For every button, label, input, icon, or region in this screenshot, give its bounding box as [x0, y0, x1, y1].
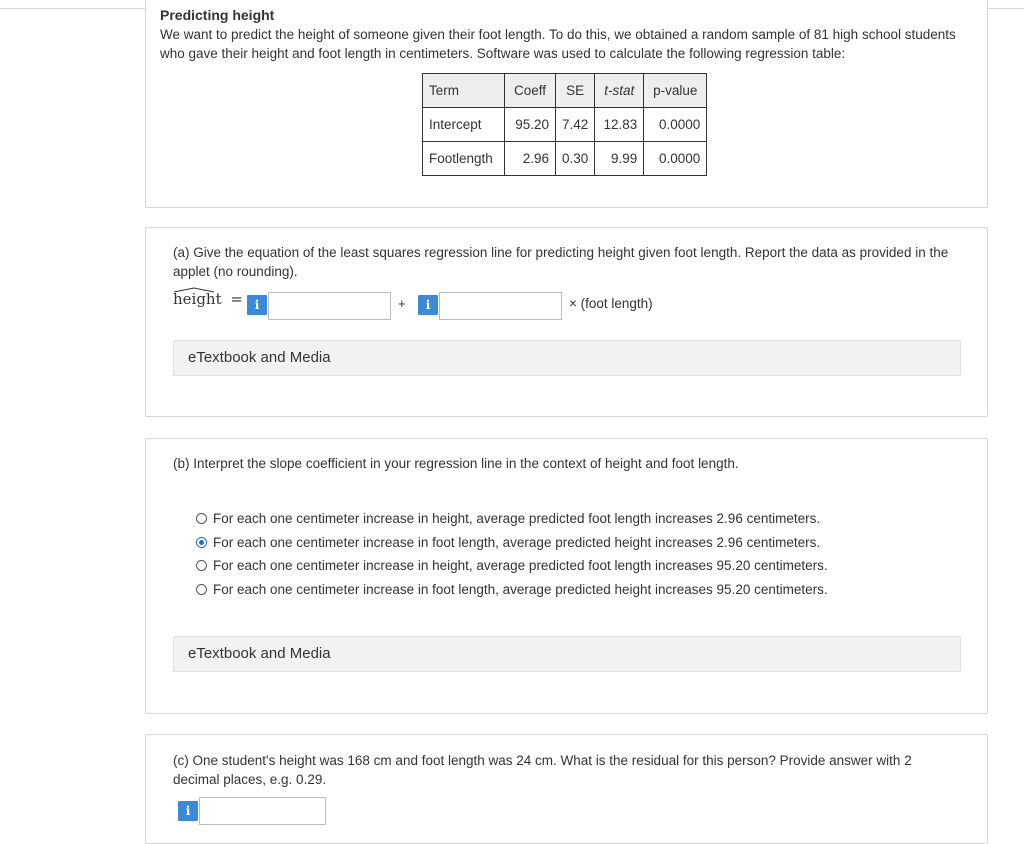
row-se: 7.42: [556, 108, 595, 142]
intro-line-1: We want to predict the height of someone given their foot length. To do this, we obtained a random sample of 81 high school students: [160, 27, 956, 42]
row-pvalue: 0.0000: [644, 108, 707, 142]
intercept-input[interactable]: [268, 292, 391, 320]
etextbook-media-button-b[interactable]: eTextbook and Media: [173, 636, 961, 672]
residual-info-icon[interactable]: i: [178, 801, 198, 821]
header-se: SE: [556, 74, 595, 108]
hat-symbol: [173, 287, 215, 293]
part-a-question-line-2: applet (no rounding).: [173, 264, 298, 279]
lhs-variable: height: [173, 290, 222, 308]
table-row: [423, 108, 707, 142]
slope-info-icon[interactable]: i: [418, 295, 438, 315]
intercept-info-icon[interactable]: i: [247, 295, 267, 315]
option-label-2[interactable]: For each one centimeter increase in foot length, average predicted height increases 2.96 centimeters.: [213, 535, 821, 550]
option-label-4[interactable]: For each one centimeter increase in foot length, average predicted height increases 95.20 centimeters.: [213, 582, 828, 597]
header-tstat: t-stat: [595, 74, 644, 108]
header-coeff: Coeff: [505, 74, 556, 108]
header-pvalue: p-value: [644, 74, 707, 108]
plus-sign: +: [398, 296, 406, 311]
part-c-question-line-2: decimal places, e.g. 0.29.: [173, 772, 327, 787]
row-term: Intercept: [423, 108, 505, 142]
option-radio-3[interactable]: [196, 560, 207, 571]
intro-line-2: who gave their height and foot length in centimeters. Software was used to calculate the following regression table:: [160, 46, 846, 61]
option-radio-2-selected[interactable]: [196, 537, 207, 548]
row-tstat: 12.83: [595, 108, 644, 142]
equals-sign: =: [230, 290, 243, 308]
etextbook-media-button-a[interactable]: eTextbook and Media: [173, 340, 961, 376]
option-radio-4[interactable]: [196, 584, 207, 595]
row-coeff: 95.20: [505, 108, 556, 142]
residual-input[interactable]: [199, 797, 326, 825]
row-tstat: 9.99: [595, 142, 644, 176]
part-c-question-line-1: (c) One student's height was 168 cm and foot length was 24 cm. What is the residual for this person? Provide answer with 2: [173, 753, 912, 768]
part-a-question-line-1: (a) Give the equation of the least squares regression line for predicting height given foot length. Report the data as provided in the: [173, 245, 949, 260]
part-b-panel: [145, 438, 988, 714]
option-label-1[interactable]: For each one centimeter increase in height, average predicted foot length increases 2.96 centimeters.: [213, 511, 821, 526]
row-se: 0.30: [556, 142, 595, 176]
row-pvalue: 0.0000: [644, 142, 707, 176]
table-header-row: [423, 74, 707, 108]
option-radio-1[interactable]: [196, 513, 207, 524]
row-term: Footlength: [423, 142, 505, 176]
problem-title: Predicting height: [160, 7, 275, 23]
part-b-question: (b) Interpret the slope coefficient in your regression line in the context of height and foot length.: [173, 456, 739, 471]
header-term: Term: [423, 74, 505, 108]
foot-length-term: × (foot length): [569, 296, 653, 311]
row-coeff: 2.96: [505, 142, 556, 176]
table-row: [423, 142, 707, 176]
option-label-3[interactable]: For each one centimeter increase in height, average predicted foot length increases 95.20 centimeters.: [213, 558, 828, 573]
regression-table: [422, 73, 707, 176]
slope-input[interactable]: [439, 292, 562, 320]
height-hat-label: [173, 290, 243, 308]
